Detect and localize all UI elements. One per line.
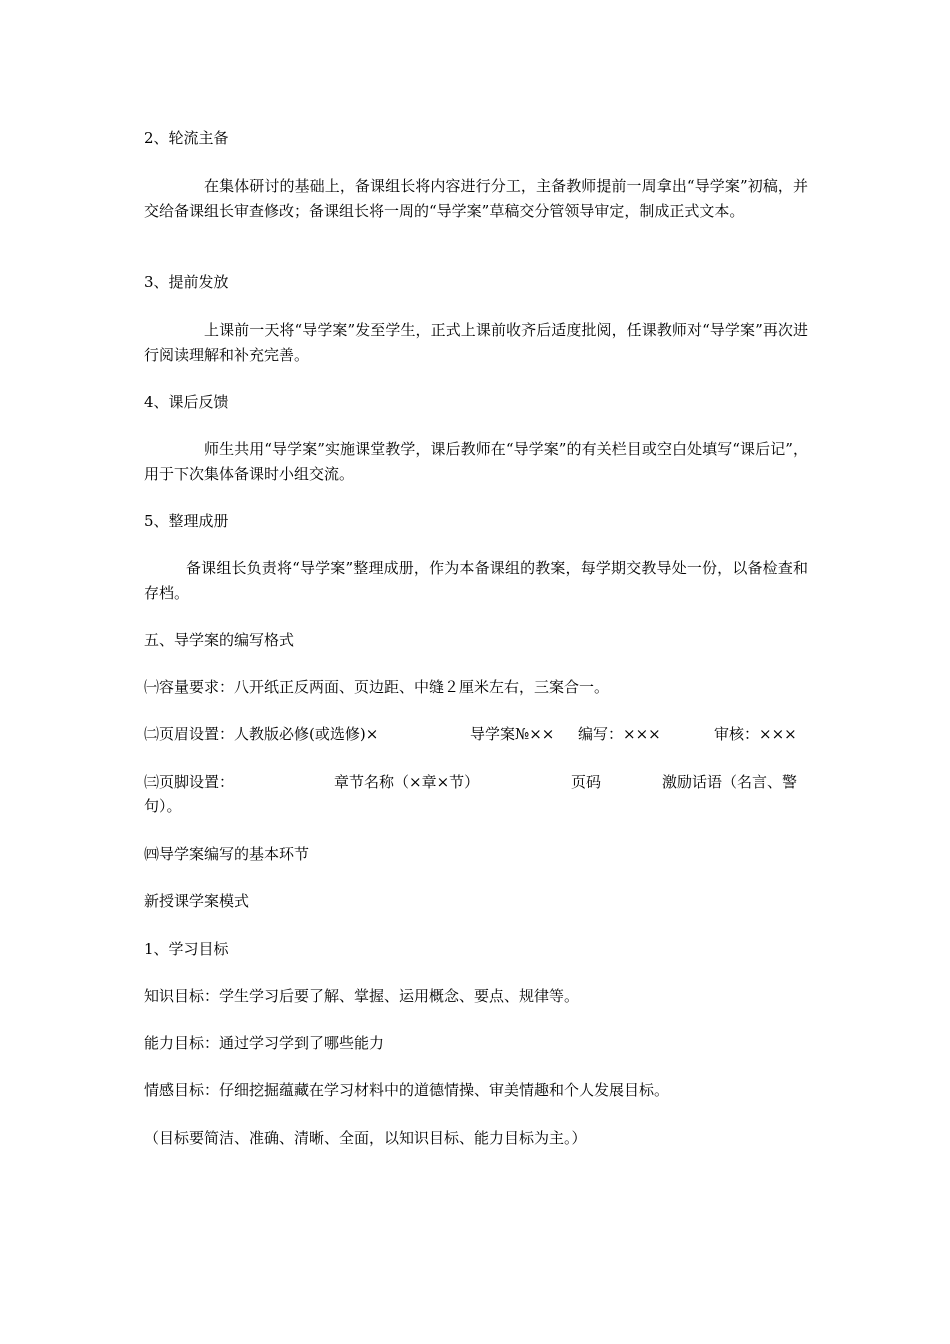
footer-setting-chapter: 章节名称（×章×节） <box>334 773 480 791</box>
header-setting-author: 编写：××× <box>578 725 661 743</box>
format-item-capacity: ㈠容量要求：八开纸正反两面、页边距、中缝２厘米左右，三案合一。 <box>144 678 610 696</box>
footer-setting-page: 页码 <box>571 773 602 791</box>
header-setting-case: 导学案№×× <box>470 725 555 743</box>
format-item-steps: ㈣导学案编写的基本环节 <box>144 845 310 863</box>
header-setting-reviewer: 审核：××× <box>714 725 797 743</box>
section-2-body: 在集体研讨的基础上，备课组长将内容进行分工，主备教师提前一周拿出“导学案”初稿，并交给备课组长审查修改；备课组长将一周的“导学案”草稿交分管领导审定，制成正式文本。 <box>144 177 808 220</box>
section-5-heading: 5、整理成册 <box>144 512 229 530</box>
goal-emotion: 情感目标：仔细挖掘蕴藏在学习材料中的道德情操、审美情趣和个人发展目标。 <box>144 1081 670 1099</box>
footer-setting-motto: 激励话语（名言、警 <box>662 773 798 791</box>
section-4-body: 师生共用“导学案”实施课堂教学，课后教师在“导学案”的有关栏目或空白处填写“课后记”，用于下次集体备课时小组交流。 <box>144 440 808 483</box>
section-3-heading: 3、提前发放 <box>144 273 229 291</box>
format-item-footer <box>144 770 814 818</box>
footer-setting-label: ㈢页脚设置： <box>144 773 235 791</box>
goal-heading: 1、学习目标 <box>144 940 229 958</box>
format-section-heading: 五、导学案的编写格式 <box>144 631 295 649</box>
format-item-header <box>144 722 814 746</box>
header-setting-label: ㈡页眉设置：人教版必修(或选修)× <box>144 725 379 743</box>
section-2-heading: 2、轮流主备 <box>144 129 229 147</box>
goal-note: （目标要简洁、准确、清晰、全面，以知识目标、能力目标为主。） <box>144 1129 587 1147</box>
section-5-body: 备课组长负责将“导学案”整理成册，作为本备课组的教案，每学期交教导处一份，以备检查和存档。 <box>144 559 808 602</box>
goal-ability: 能力目标：通过学习学到了哪些能力 <box>144 1034 385 1052</box>
section-3-body: 上课前一天将“导学案”发至学生，正式上课前收齐后适度批阅，任课教师对“导学案”再次进行阅读理解和补充完善。 <box>144 321 808 364</box>
section-4-heading: 4、课后反馈 <box>144 393 229 411</box>
goal-knowledge: 知识目标：学生学习后要了解、掌握、运用概念、要点、规律等。 <box>144 987 580 1005</box>
mode-title: 新授课学案模式 <box>144 892 250 910</box>
footer-setting-continued: 句）。 <box>144 797 182 815</box>
